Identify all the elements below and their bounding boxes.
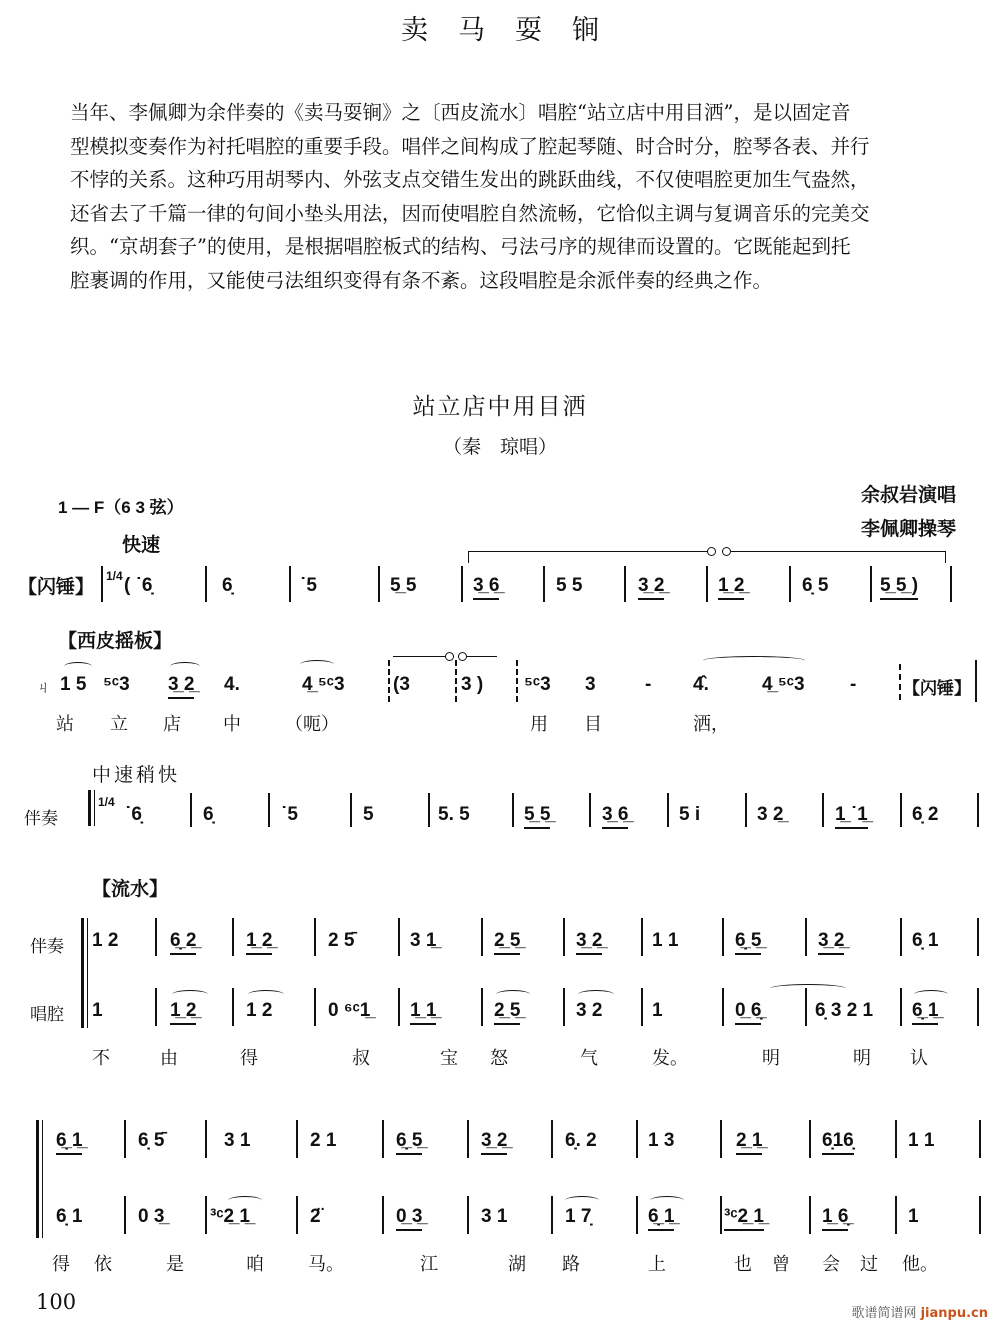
barline bbox=[232, 918, 234, 956]
measure: 2̲ 5̲ bbox=[494, 1000, 520, 1025]
barline bbox=[900, 988, 902, 1026]
lyric: 过 bbox=[860, 1254, 878, 1275]
measure: 3̲ 6̲ bbox=[602, 804, 628, 829]
dashed-barline bbox=[455, 660, 457, 702]
row-label-vocal: 唱腔 bbox=[30, 1005, 64, 1025]
barline bbox=[314, 988, 316, 1026]
barline bbox=[977, 918, 979, 956]
measure: ( ˙6̣ bbox=[124, 575, 153, 596]
measure: ˙5 bbox=[281, 804, 298, 825]
credit-singer: 余叔岩演唱 bbox=[860, 484, 956, 506]
barline bbox=[296, 1120, 298, 1158]
intro-line: 还省去了千篇一律的句间小垫头用法，因而使唱腔自然流畅，它恰似主调与复调音乐的完美交 bbox=[70, 201, 870, 225]
lyric: 不 bbox=[92, 1048, 110, 1069]
measure: 1 bbox=[652, 1000, 663, 1021]
barline bbox=[977, 793, 979, 827]
lyric: 站 bbox=[56, 714, 74, 735]
note-group: 3 ) bbox=[461, 674, 484, 695]
bracket-tick bbox=[468, 551, 469, 563]
measure: 5̲ 5 bbox=[390, 575, 417, 596]
lyric: 也 bbox=[734, 1254, 752, 1275]
section-label-xipi-yaoban: 【西皮摇板】 bbox=[58, 630, 173, 652]
measure: 2 1 bbox=[310, 1130, 337, 1151]
barline bbox=[314, 918, 316, 956]
lyric: 洒， bbox=[693, 714, 729, 735]
measure: 6̣ 2 bbox=[912, 804, 939, 825]
measure: 5 5 bbox=[556, 575, 583, 596]
measure: 6̣ 1 bbox=[912, 930, 939, 951]
measure: 2̈ bbox=[310, 1206, 321, 1227]
barline bbox=[900, 793, 902, 827]
row-label-accompaniment: 伴奏 bbox=[30, 937, 64, 957]
note-group: - bbox=[850, 674, 857, 695]
measure: 5 i bbox=[679, 804, 701, 825]
slur bbox=[170, 662, 200, 671]
barline bbox=[232, 988, 234, 1026]
time-signature: 1/4 bbox=[106, 569, 123, 583]
barline bbox=[296, 1196, 298, 1234]
dashed-barline bbox=[516, 660, 518, 702]
barline bbox=[563, 988, 565, 1026]
measure: 3 1̲ bbox=[410, 930, 437, 951]
prefix-mark: ㄐ bbox=[36, 679, 52, 696]
measure: 1 1 bbox=[908, 1130, 935, 1151]
measure: 3 1 bbox=[224, 1130, 251, 1151]
measure: 6̣ bbox=[203, 804, 214, 825]
intro-line: 型模拟变奏作为衬托唱腔的重要手段。唱伴之间构成了腔起琴随、时合时分，腔琴各表、并行 bbox=[70, 134, 870, 158]
system-bracket bbox=[36, 1120, 39, 1238]
measure: ˙5 bbox=[300, 575, 317, 596]
barline bbox=[720, 1196, 722, 1234]
barline bbox=[722, 988, 724, 1026]
tempo-marking: 快速 bbox=[122, 534, 161, 556]
note-group: 4. bbox=[224, 674, 240, 695]
barline bbox=[809, 1120, 811, 1158]
dashed-barline bbox=[388, 660, 390, 702]
lyric: 得 bbox=[240, 1048, 258, 1069]
note-group: 1 5 bbox=[60, 674, 87, 695]
slur bbox=[496, 990, 530, 999]
barline bbox=[543, 566, 545, 602]
barline bbox=[512, 793, 514, 827]
page-title: 卖马耍锏 bbox=[401, 15, 629, 46]
barline bbox=[977, 988, 979, 1026]
measure: 5̲ 5̲ bbox=[524, 804, 550, 829]
barline bbox=[895, 1120, 897, 1158]
measure: 3̲ 2̲ bbox=[638, 575, 664, 600]
watermark bbox=[851, 1302, 988, 1321]
measure: 1 bbox=[92, 1000, 103, 1021]
barline bbox=[809, 1196, 811, 1234]
lyric: 中 bbox=[223, 714, 241, 735]
barline bbox=[205, 1196, 207, 1234]
slur bbox=[64, 662, 92, 671]
measure: 3̲ 2̲ bbox=[818, 930, 844, 955]
barline bbox=[382, 1120, 384, 1158]
barline bbox=[155, 988, 157, 1026]
note-group: ⁵ᶜ3 bbox=[103, 674, 130, 695]
bracket-tick bbox=[945, 551, 946, 563]
measure: 1 2 bbox=[246, 1000, 273, 1021]
measure: 6̲̣ 2̲ bbox=[170, 930, 196, 955]
row-label-accompaniment: 伴奏 bbox=[24, 809, 58, 829]
bowing-circle-icon bbox=[722, 547, 731, 556]
tempo-marking: 中速稍快 bbox=[92, 764, 181, 786]
measure: 1̲ 6̲̣ bbox=[822, 1206, 848, 1231]
measure: 6̣16̣ bbox=[822, 1130, 854, 1155]
measure: 3̲ 6̲ bbox=[473, 575, 499, 600]
intro-line: 不悖的关系。这种巧用胡琴内、外弦支点交错生发出的跳跃曲线，不仅使唱腔更加生气盎然， bbox=[70, 168, 870, 191]
measure: 1̲ 2̲ bbox=[170, 1000, 196, 1025]
lyric: 由 bbox=[160, 1048, 178, 1069]
measure: 6̲̣ 1̲ bbox=[56, 1130, 82, 1155]
barline bbox=[805, 918, 807, 956]
barline bbox=[289, 566, 291, 602]
barline bbox=[467, 1196, 469, 1234]
note-group: 3̲ 2̲ bbox=[168, 674, 194, 699]
bowing-bracket bbox=[731, 551, 945, 552]
note-group: ⁵ᶜ3 bbox=[524, 674, 551, 695]
barline bbox=[563, 918, 565, 956]
measure: 1 7̣ bbox=[565, 1206, 592, 1227]
barline bbox=[382, 1196, 384, 1234]
barline bbox=[895, 1196, 897, 1234]
measure: ³ᶜ2̲ 1̲ bbox=[724, 1206, 764, 1231]
song-title: 站立店中用目洒 bbox=[412, 394, 588, 420]
measure: 3̲ 2̲ bbox=[481, 1130, 507, 1155]
section-label-shanchui: 【闪锤】 bbox=[18, 576, 95, 598]
barline bbox=[551, 1196, 553, 1234]
barline bbox=[706, 566, 708, 602]
barline bbox=[589, 793, 591, 827]
note-group: 4̂. bbox=[693, 674, 709, 695]
barline bbox=[667, 793, 669, 827]
measure: ³ᶜ2̲ 1̲ bbox=[210, 1206, 250, 1227]
measure: 0 ⁶ᶜ1̲ bbox=[328, 1000, 371, 1021]
measure: 1 3 bbox=[648, 1130, 675, 1151]
barline bbox=[481, 918, 483, 956]
measure: 1 2 bbox=[92, 930, 119, 951]
measure: 1 1 bbox=[652, 930, 679, 951]
lyric: 曾 bbox=[772, 1254, 790, 1275]
note-group: 4̲ ⁵ᶜ3 bbox=[302, 674, 345, 695]
measure: 0̲ 3̲ bbox=[396, 1206, 422, 1231]
measure: 6̣. 2 bbox=[565, 1130, 597, 1151]
lyric: 叔 bbox=[352, 1048, 370, 1069]
slur bbox=[228, 1196, 262, 1205]
barline bbox=[720, 1120, 722, 1158]
bowing-circle-icon bbox=[458, 652, 467, 661]
barline bbox=[822, 793, 824, 827]
barline bbox=[975, 660, 977, 702]
barline bbox=[900, 918, 902, 956]
end-label-shanchui: 【闪锤】 bbox=[903, 679, 971, 699]
bowing-bracket bbox=[468, 551, 710, 552]
song-subtitle: （秦 琼唱） bbox=[442, 436, 557, 458]
barline bbox=[551, 1120, 553, 1158]
bowing-bracket bbox=[467, 656, 497, 657]
lyric: 明 bbox=[853, 1048, 871, 1069]
measure: 6̣ 5 bbox=[802, 575, 829, 596]
barline bbox=[481, 988, 483, 1026]
lyric: 立 bbox=[110, 714, 128, 735]
measure: 3 2̲ bbox=[757, 804, 784, 825]
slur bbox=[300, 660, 334, 669]
measure: 6̣ bbox=[222, 575, 233, 596]
lyric: 发。 bbox=[652, 1048, 688, 1069]
note-group: (3 bbox=[393, 674, 410, 695]
lyric: 认 bbox=[910, 1048, 928, 1069]
barline bbox=[636, 1120, 638, 1158]
measure: 6̣ 3 2 1 bbox=[815, 1000, 874, 1021]
barline bbox=[124, 1196, 126, 1234]
intro-paragraph bbox=[70, 96, 980, 297]
barline bbox=[428, 793, 430, 827]
lyric: 宝 bbox=[440, 1048, 458, 1069]
barline bbox=[398, 988, 400, 1026]
barline bbox=[205, 1120, 207, 1158]
barline bbox=[205, 566, 207, 602]
slur bbox=[650, 1196, 684, 1205]
lyric: 咱 bbox=[246, 1254, 264, 1275]
measure: 2̲ 5̲ bbox=[494, 930, 520, 955]
key-signature: 1 — F（6 3 弦） bbox=[58, 498, 184, 517]
measure: 6̣ 5̄ bbox=[138, 1130, 165, 1151]
lyric: 用 bbox=[530, 714, 548, 735]
barline bbox=[805, 988, 807, 1026]
lyric: 是 bbox=[166, 1254, 184, 1275]
measure: 6̲̣ 1̲ bbox=[912, 1000, 938, 1025]
measure: 5̲ 5̲ ) bbox=[880, 575, 918, 600]
barline bbox=[636, 1196, 638, 1234]
section-label-liushui: 【流水】 bbox=[92, 878, 169, 900]
measure: 5. 5 bbox=[438, 804, 470, 825]
measure: 1̲ 2̲ bbox=[718, 575, 744, 600]
intro-line: 织。“京胡套子”的使用，是根据唱腔板式的结构、弓法弓序的规律而设置的。它既能起到托 bbox=[70, 235, 851, 258]
barline bbox=[745, 793, 747, 827]
lyric: 气 bbox=[580, 1048, 598, 1069]
barline bbox=[268, 793, 270, 827]
lyric: 明 bbox=[762, 1048, 780, 1069]
measure: 1 bbox=[908, 1206, 919, 1227]
lyric: 路 bbox=[562, 1254, 580, 1275]
watermark-en: jianpu.cn bbox=[920, 1306, 988, 1321]
lyric: 湖 bbox=[508, 1254, 526, 1275]
watermark-cn: 歌谱简谱网 bbox=[851, 1306, 917, 1321]
measure: ˙6̣ bbox=[125, 804, 142, 825]
bowing-circle-icon bbox=[707, 547, 716, 556]
intro-line: 当年、李佩卿为余伴奏的《卖马耍锏》之〔西皮流水〕唱腔“站立店中用目洒”，是以固定音 bbox=[70, 101, 851, 124]
lyric: 会 bbox=[822, 1254, 840, 1275]
barline bbox=[641, 988, 643, 1026]
lyric: 店 bbox=[163, 714, 181, 735]
measure: 6̲̣ 5̲ bbox=[396, 1130, 422, 1155]
dashed-barline bbox=[899, 664, 901, 700]
barline bbox=[101, 566, 103, 602]
barline bbox=[467, 1120, 469, 1158]
measure: 1̲ ˙1̲ bbox=[835, 804, 868, 829]
measure: 6̲̣ 5̲ bbox=[735, 930, 761, 955]
note-group: - bbox=[645, 674, 652, 695]
page-number: 100 bbox=[36, 1290, 77, 1314]
lyric: 马。 bbox=[308, 1254, 344, 1275]
barline bbox=[190, 793, 192, 827]
measure: 0 3̲ bbox=[138, 1206, 165, 1227]
measure: 3̲ 2̲ bbox=[576, 930, 602, 955]
note-group: 4̲ ⁵ᶜ3 bbox=[762, 674, 805, 695]
barline bbox=[461, 566, 463, 602]
measure: 0̲ 6̲̣ bbox=[735, 1000, 761, 1025]
barline bbox=[950, 566, 952, 602]
lyric: 依 bbox=[94, 1254, 112, 1275]
lyric: 得 bbox=[52, 1254, 70, 1275]
bowing-bracket bbox=[393, 656, 447, 657]
time-signature: 1/4 bbox=[98, 795, 115, 809]
lyric: 他。 bbox=[902, 1254, 938, 1275]
slur bbox=[565, 1196, 599, 1205]
slur bbox=[172, 990, 208, 999]
note-group: 3 bbox=[585, 674, 596, 695]
barline bbox=[870, 566, 872, 602]
measure: 1̲ 2̲ bbox=[246, 930, 272, 955]
slur bbox=[914, 990, 948, 999]
measure: 3 2 bbox=[576, 1000, 603, 1021]
lyric: （呃） bbox=[285, 714, 339, 735]
barline bbox=[398, 918, 400, 956]
measure: 2̲ 1̲ bbox=[736, 1130, 762, 1155]
barline bbox=[979, 1196, 981, 1234]
slur bbox=[770, 984, 846, 993]
measure: 2 5̄ bbox=[328, 930, 355, 951]
bowing-circle-icon bbox=[445, 652, 454, 661]
barline bbox=[722, 918, 724, 956]
barline bbox=[979, 1120, 981, 1158]
measure: 5 bbox=[363, 804, 374, 825]
slur bbox=[248, 990, 284, 999]
measure: 6̣ 1 bbox=[56, 1206, 83, 1227]
barline bbox=[624, 566, 626, 602]
slur bbox=[578, 990, 614, 999]
barline bbox=[789, 566, 791, 602]
measure: 6̲̣ 1̲ bbox=[648, 1206, 674, 1231]
intro-line: 腔裹调的作用，又能使弓法组织变得有条不紊。这段唱腔是余派伴奏的经典之作。 bbox=[70, 268, 773, 292]
barline bbox=[641, 918, 643, 956]
barline bbox=[350, 793, 352, 827]
measure: 1̲ 1̲ bbox=[410, 1000, 436, 1025]
credit-accompanist: 李佩卿操琴 bbox=[860, 518, 956, 540]
barline bbox=[155, 918, 157, 956]
lyric: 怒 bbox=[490, 1048, 508, 1069]
measure: 3 1 bbox=[481, 1206, 508, 1227]
system-bracket bbox=[88, 790, 91, 826]
barline bbox=[124, 1120, 126, 1158]
slur bbox=[703, 656, 805, 665]
lyric: 江 bbox=[420, 1254, 438, 1275]
lyric: 上 bbox=[648, 1254, 666, 1275]
lyric: 目 bbox=[584, 714, 602, 735]
system-bracket bbox=[81, 918, 84, 1028]
barline bbox=[378, 566, 380, 602]
